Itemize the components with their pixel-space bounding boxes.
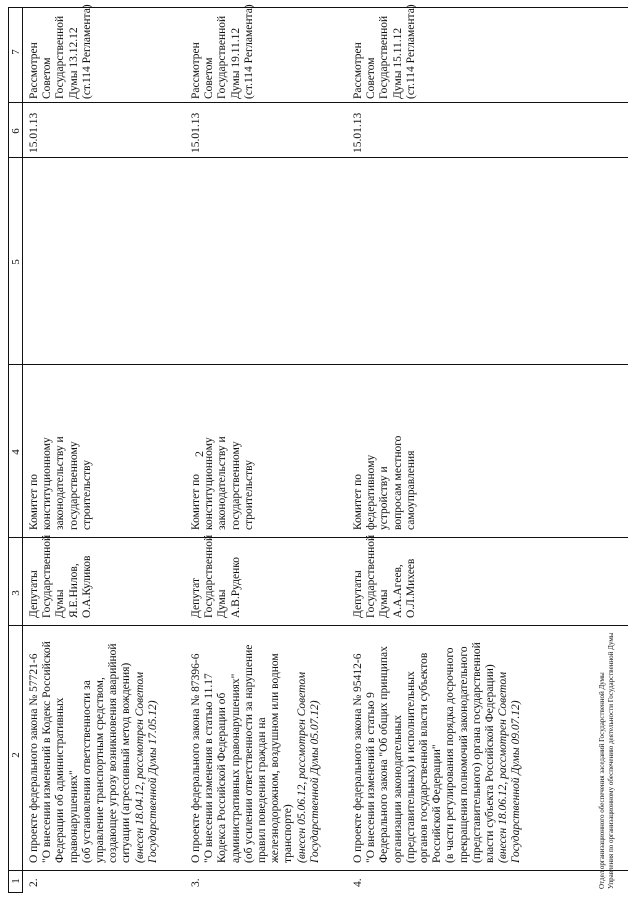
text-line: Государственной [203, 534, 216, 618]
text-line: Я.Е.Нилов, [67, 563, 80, 618]
text-line: (ст.114 Регламента) [80, 4, 93, 99]
bill-note: Государственной Думы 17.05.12) [146, 700, 159, 863]
text-line: О.А.Куликов [80, 555, 93, 618]
review-date: 15.01.13 [352, 112, 364, 153]
column-divider [8, 892, 22, 893]
text-line: Государственной [216, 15, 229, 99]
column-header-3: 3 [10, 590, 22, 596]
footer-line: Управления по организационному обеспечению деятельности Государственной Думы [607, 632, 615, 889]
text-line: Государственной [54, 15, 67, 99]
text-line: создающее угрозу возникновения аварийной [107, 643, 120, 863]
text-line: Государственной [378, 15, 391, 99]
responsible-committee [28, 436, 94, 530]
text-line: "О внесении изменения в статью 11.17 [203, 673, 216, 863]
text-line: "О внесении изменений в Кодекс Российской [41, 641, 54, 863]
column-header-4: 4 [10, 449, 22, 455]
text-line: Советом [365, 57, 378, 99]
text-line: Комитет по [190, 474, 202, 530]
text-line: Государственной [365, 534, 378, 618]
text-line: (представительного) органа государственной [470, 642, 483, 863]
text-line: Думы [216, 589, 229, 618]
text-line: государственному [67, 441, 80, 530]
text-line: А.А.Агеев, [391, 564, 404, 618]
text-line: О проекте федерального закона № 87396-6 [190, 653, 202, 863]
text-line: устройству и [378, 466, 391, 530]
text-line: законодательству и [54, 436, 67, 530]
text-line: Думы 13.12.12 [67, 27, 80, 99]
text-line: власти субъекта Российской Федерации) [484, 664, 497, 863]
bill-authors [190, 535, 243, 618]
bill-title [28, 641, 160, 863]
row-number: 3. [190, 878, 202, 887]
text-line: вопросам местного [391, 435, 404, 530]
text-line: Российской Федерации" [431, 744, 444, 863]
text-line: Рассмотрен [190, 42, 202, 99]
text-line: федеративному [365, 454, 378, 530]
column-header-2: 2 [10, 752, 22, 758]
text-line: законодательству и [216, 436, 229, 530]
text-line: "О внесении изменений в статью 9 [365, 692, 378, 863]
column-divider [8, 102, 628, 103]
text-line: ситуации (агрессивный метод вождения) [120, 662, 133, 863]
text-line: А.В.Руденко [229, 556, 242, 618]
text-line: О проекте федерального закона № 57721-6 [28, 653, 40, 863]
text-line: Рассмотрен [352, 42, 364, 99]
bill-note: Государственной Думы 05.07.12) [308, 700, 321, 863]
bill-note: (внесен 05.06.12, рассмотрен Советом [295, 671, 308, 863]
footer-line: Отдел организационного обеспечения заседаний Государственной Думы [598, 672, 606, 889]
column-divider [8, 364, 628, 365]
text-line: правонарушениях" [67, 770, 80, 863]
text-line: транспорте) [282, 804, 295, 863]
text-line: Советом [203, 57, 216, 99]
column-header-7: 7 [10, 49, 22, 55]
responsible-committee [352, 436, 418, 530]
bill-note: Государственной Думы 09.07.12) [510, 700, 523, 863]
text-line: Советом [41, 57, 54, 99]
text-line: строительству [242, 460, 255, 530]
text-line: Федерального закона "Об общих принципах [378, 646, 391, 863]
column-divider [8, 157, 628, 158]
text-line: организации законодательных [391, 715, 404, 863]
text-line: самоуправления [404, 450, 417, 530]
text-line: прекращения полномочий законодательного [457, 646, 470, 863]
text-line: О проекте федерального закона № 95412-6 [352, 653, 364, 863]
text-line: строительству [80, 460, 93, 530]
text-line: Думы 15.11.12 [391, 27, 404, 99]
text-line: О.Л.Михеев [404, 558, 417, 618]
review-status [190, 4, 256, 99]
text-line: Комитет по [352, 474, 364, 530]
text-line: (об усилении ответственности за нарушение [242, 644, 255, 863]
text-line: (об установлении ответственности за [80, 680, 93, 863]
bill-authors [28, 535, 94, 618]
text-line: конституционному [203, 437, 216, 530]
review-date: 15.01.13 [28, 112, 40, 153]
review-status [352, 4, 418, 99]
column-divider [8, 625, 628, 626]
bill-authors [352, 535, 418, 618]
text-line: Комитет по [28, 474, 40, 530]
column-divider [8, 537, 628, 538]
text-line: Депутат [190, 578, 202, 618]
text-line: Рассмотрен [28, 42, 40, 99]
text-line: Думы [54, 589, 67, 618]
page-number: 2 [192, 451, 206, 457]
text-line: правил поведения граждан на [256, 717, 269, 863]
column-header-1: 1 [10, 878, 22, 884]
row-number: 2. [28, 878, 40, 887]
column-divider [8, 870, 628, 871]
bill-note: (внесен 18.04.12, рассмотрен Советом [133, 671, 146, 863]
header-bottom-border [22, 8, 23, 893]
page-footer [598, 633, 616, 889]
column-header-6: 6 [10, 128, 22, 134]
review-status [28, 4, 94, 99]
bill-note: (внесен 18.06.12, рассмотрен Советом [497, 671, 510, 863]
bill-title [352, 642, 524, 863]
text-line: административных правонарушениях" [229, 673, 242, 863]
text-line: Федерации об административных [54, 697, 67, 863]
text-line: Думы [378, 589, 391, 618]
text-line: государственному [229, 441, 242, 530]
text-line: Депутаты [28, 570, 40, 618]
column-header-5: 5 [10, 259, 22, 265]
table-top-border [8, 8, 9, 893]
text-line: (представительных) и исполнительных [404, 671, 417, 863]
column-divider [8, 7, 628, 8]
text-line: конституционному [41, 437, 54, 530]
text-line: органов государственной власти субъектов [418, 652, 431, 863]
text-line: Депутаты [352, 570, 364, 618]
row-number: 4. [352, 878, 364, 887]
text-line: (ст.114 Регламента) [242, 4, 255, 99]
bill-title [190, 645, 322, 863]
text-line: (ст.114 Регламента) [404, 4, 417, 99]
text-line: Государственной [41, 534, 54, 618]
text-line: Кодекса Российской Федерации об [216, 692, 229, 863]
text-line: управление транспортным средством, [94, 677, 107, 863]
text-line: железнодорожном, воздушном или водном [269, 653, 282, 863]
text-line: Думы 19.11.12 [229, 27, 242, 99]
responsible-committee [190, 436, 256, 530]
review-date: 15.01.13 [190, 112, 202, 153]
text-line: (в части регулирования порядка досрочного [444, 647, 457, 863]
